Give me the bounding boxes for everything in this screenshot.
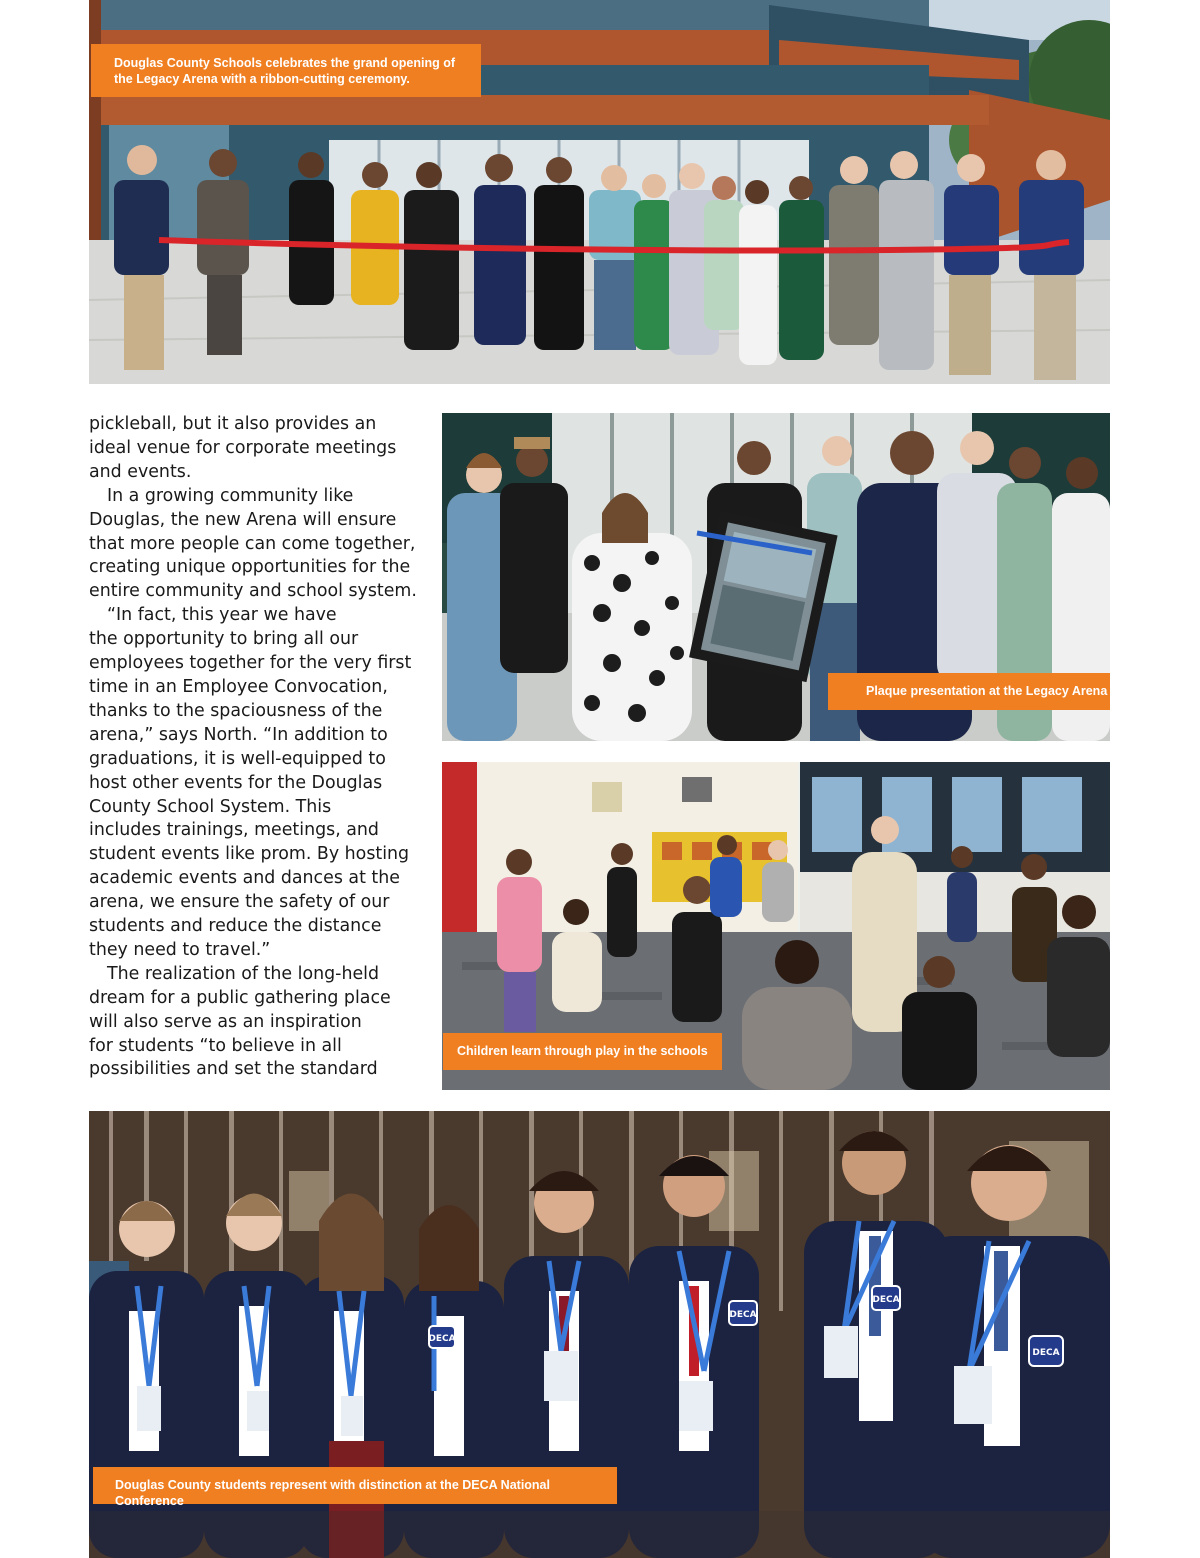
article-line: possibilities and set the standard bbox=[89, 1059, 378, 1080]
article-line: The realization of the long-held bbox=[107, 963, 380, 984]
article-line: the opportunity to bring all our bbox=[89, 629, 359, 650]
article-body-column bbox=[89, 413, 419, 1082]
deca-badge-text: DECA bbox=[1032, 1348, 1060, 1358]
article-line: and events. bbox=[89, 461, 192, 482]
article-line: arena, we ensure the safety of our bbox=[89, 892, 390, 913]
article-line: “In fact, this year we have bbox=[107, 605, 337, 626]
article-line: arena,” says North. “In addition to bbox=[89, 724, 388, 745]
article-line: creating unique opportunities for the bbox=[89, 557, 411, 578]
arena-photo-caption bbox=[91, 44, 481, 97]
deca-badge-text: DECA bbox=[729, 1310, 757, 1320]
article-line: thanks to the spaciousness of the bbox=[89, 700, 383, 721]
article-line: academic events and dances at the bbox=[89, 868, 400, 889]
deca-badge-text: DECA bbox=[428, 1334, 456, 1344]
article-line: time in an Employee Convocation, bbox=[89, 676, 388, 697]
deca-photo-caption: Douglas County students represent with distinction at the DECA National Conference bbox=[93, 1467, 617, 1504]
children-photo-caption: Children learn through play in the schools bbox=[443, 1033, 722, 1070]
article-line: In a growing community like bbox=[107, 485, 354, 506]
article-line: County School System. This bbox=[89, 796, 332, 817]
arena-caption-line-2: the Legacy Arena with a ribbon-cutting ceremony. bbox=[114, 72, 410, 86]
deca-badge-text: DECA bbox=[872, 1295, 900, 1305]
article-line: that more people can come together, bbox=[89, 533, 416, 554]
article-line: they need to travel.” bbox=[89, 939, 271, 960]
arena-caption-line-1: Douglas County Schools celebrates the grand opening of bbox=[114, 56, 456, 70]
article-line: pickleball, but it also provides an bbox=[89, 414, 377, 434]
plaque-photo-caption: Plaque presentation at the Legacy Arena bbox=[828, 673, 1110, 710]
article-line: for students “to believe in all bbox=[89, 1035, 342, 1056]
article-line: students and reduce the distance bbox=[89, 916, 382, 937]
article-line: dream for a public gathering place bbox=[89, 987, 391, 1008]
article-line: student events like prom. By hosting bbox=[89, 844, 410, 865]
article-line: host other events for the Douglas bbox=[89, 772, 383, 793]
article-line: Douglas, the new Arena will ensure bbox=[89, 509, 397, 530]
article-line: graduations, it is well-equipped to bbox=[89, 748, 386, 769]
article-line: includes trainings, meetings, and bbox=[89, 820, 379, 841]
article-line: employees together for the very first bbox=[89, 653, 412, 674]
article-line: entire community and school system. bbox=[89, 581, 417, 602]
article-line: ideal venue for corporate meetings bbox=[89, 437, 397, 458]
article-line: will also serve as an inspiration bbox=[89, 1011, 362, 1032]
